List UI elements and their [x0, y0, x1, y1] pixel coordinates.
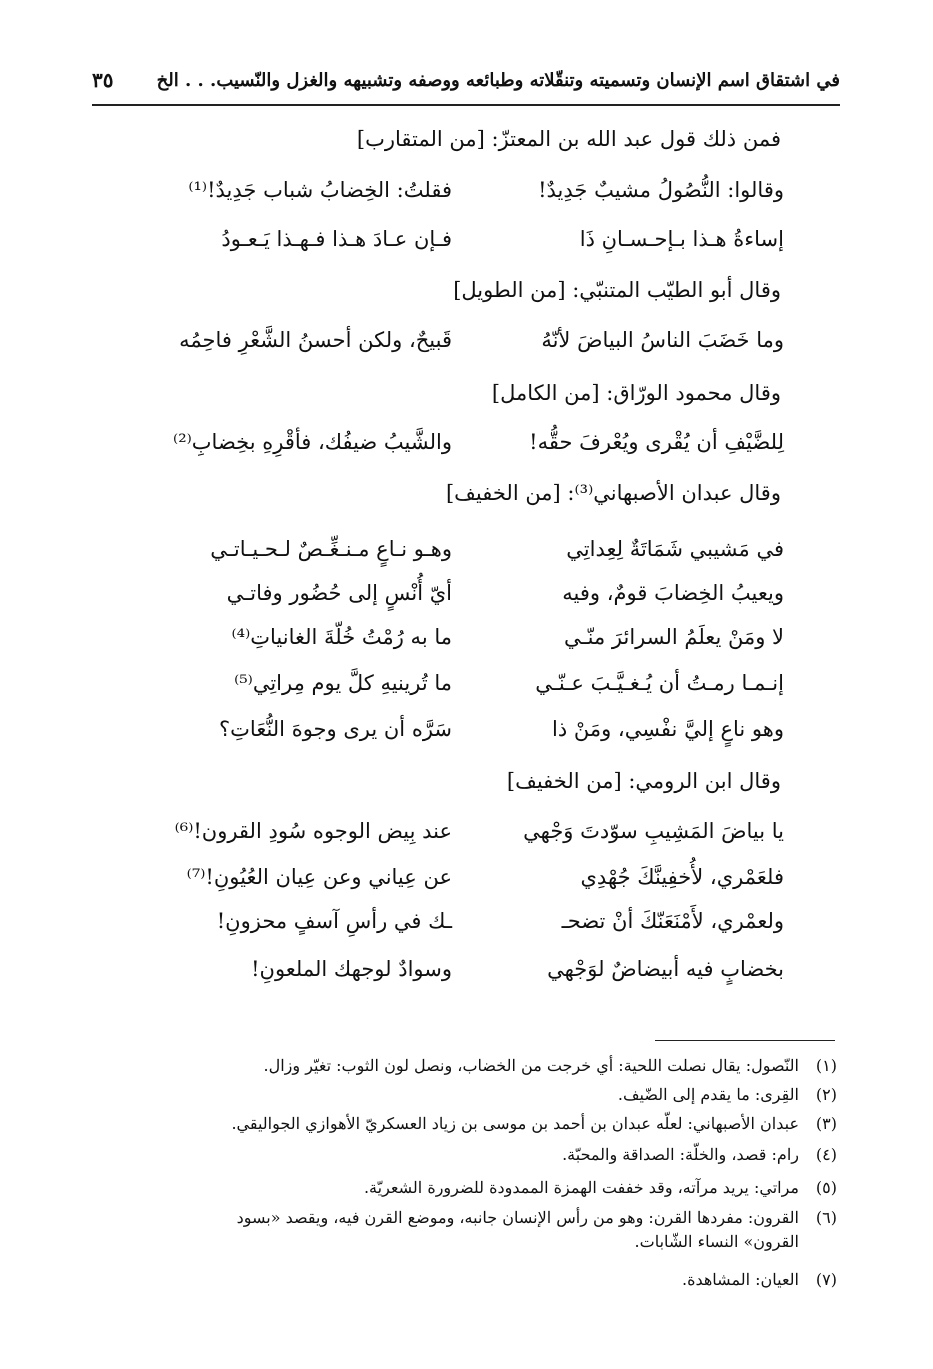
- running-header: [92, 64, 840, 104]
- running-head-title: في اشتقاق اسم الإنسان وتسميته وتنقّلاته وطبائعه ووصفه وتشبيهه والغزل والنّسيب. . . الخ: [156, 70, 840, 91]
- intro-line: وقال ابن الرومي: [من الخفيف]: [506, 769, 781, 793]
- footnote-number: (٣): [815, 1114, 837, 1133]
- verse-first-hemistich: ويعيبُ الخِضابَ قومٌ، وفيه: [562, 581, 784, 605]
- intro-line: فمن ذلك قول عبد الله بن المعتزّ: [من المتقارب]: [356, 127, 781, 151]
- footnote: [97, 1083, 837, 1107]
- verse-second-hemistich: ما تُرينيهِ كلَّ يوم مِراتِي⁽⁵⁾: [234, 671, 452, 695]
- footnote-number: (١): [815, 1056, 837, 1075]
- verse-second-hemistich: عند بِيض الوجوه سُودِ القرون!⁽⁶⁾: [174, 819, 452, 843]
- footnote: [97, 1143, 837, 1167]
- page-number: ٣٥: [92, 68, 114, 92]
- verse-first-hemistich: يا بياضَ المَشِيبِ سوّدتَ وَجْهي: [523, 819, 784, 843]
- footnote-text: مراتي: يريد مرآته، وقد خففت الهمزة الممدودة للضرورة الشعريّة.: [363, 1178, 799, 1197]
- footnote-text: القِرى: ما يقدم إلى الضّيف.: [617, 1085, 799, 1104]
- footnote-text: القرون: مفردها القرن: وهو من رأس الإنسان جانبه، وموضع القرن فيه، ويقصد «بسود: [236, 1208, 799, 1227]
- intro-line: وقال أبو الطيّب المتنبّي: [من الطويل]: [453, 278, 781, 302]
- footnote-number: (٧): [815, 1270, 837, 1289]
- verse-line: [152, 712, 784, 746]
- verse-line: [152, 173, 784, 207]
- verse-first-hemistich: وقالوا: النُّصُولُ مشيبٌ جَدِيدٌ!: [538, 178, 784, 202]
- verse-line: [152, 860, 784, 894]
- verse-first-hemistich: إنـمـا رمـتُ أن يُـغـيَّـبَ عـنّـي: [535, 671, 784, 695]
- verse-line: [152, 952, 784, 986]
- verse-first-hemistich: لِلضَّيْفِ أن يُقْرى ويُعْرفَ حقُّه!: [529, 430, 784, 454]
- footnote: [97, 1054, 837, 1078]
- footnote: [97, 1268, 837, 1292]
- footnote-text: عبدان الأصبهاني: لعلّه عبدان بن أحمد بن موسى بن زياد العسكريّ الأهوازي الجواليقي.: [231, 1114, 799, 1133]
- footnote-number: (٢): [815, 1085, 837, 1104]
- verse-first-hemistich: لا ومَنْ يعلَمُ السرائرَ منّـي: [563, 625, 784, 649]
- verse-second-hemistich: فقلتُ: الخِضابُ شباب جَدِيدٌ!⁽¹⁾: [188, 178, 452, 202]
- verse-line: [152, 620, 784, 654]
- verse-line: [152, 576, 784, 610]
- verse-first-hemistich: بخضابٍ فيه أبيضاضٌ لوَجْهي: [547, 957, 784, 981]
- header-rule: [92, 104, 840, 106]
- verse-first-hemistich: وما خَضَبَ الناسُ البياضَ لأنّهُ: [541, 328, 784, 352]
- footnote-number: (٤): [815, 1145, 837, 1164]
- footnote: [97, 1176, 837, 1200]
- intro-line: وقال عبدان الأصبهاني⁽³⁾: [من الخفيف]: [445, 481, 781, 505]
- footnote-continuation: القرون» النساء الشّابات.: [634, 1232, 799, 1251]
- verse-first-hemistich: فلعَمْري، لأُخفِينَّكَ جُهْدِي: [580, 865, 784, 889]
- verse-line: [152, 222, 784, 256]
- verse-first-hemistich: ولعمْري، لأَمْنَعَنّكَ أنْ تضحـ: [561, 909, 784, 933]
- verse-second-hemistich: والشَّيبُ ضيفُك، فأقْرِهِ بخِضابِ⁽²⁾: [173, 430, 452, 454]
- footnote-number: (٥): [815, 1178, 837, 1197]
- verse-second-hemistich: ما به رُمْتُ خُلّةَ الغانياتِ⁽⁴⁾: [231, 625, 452, 649]
- intro-line: وقال محمود الورّاق: [من الكامل]: [491, 381, 781, 405]
- verse-line: [152, 323, 784, 357]
- footnote-text: النّصول: يقال نصلت اللحية: أي خرجت من الخضاب، ونصل لون الثوب: تغيّر وزال.: [263, 1056, 799, 1075]
- verse-second-hemistich: عن عِياني وعن عِيان العُيُونِ!⁽⁷⁾: [186, 865, 452, 889]
- verse-second-hemistich: فـإن عـادَ هـذا فـهـذا يَـعـودُ: [221, 227, 452, 251]
- verse-second-hemistich: وسوادٌ لوجهك الملعونِ!: [251, 957, 452, 981]
- verse-second-hemistich: قَبيحٌ، ولكن أحسنُ الشَّعْرِ فاحِمُه: [179, 328, 452, 352]
- verse-line: [152, 532, 784, 566]
- verse-second-hemistich: وهـو نـاعٍ مـنـغِّـصٌ لـحـيـاتـي: [210, 537, 452, 561]
- verse-line: [152, 666, 784, 700]
- footnote-text: العيان: المشاهدة.: [682, 1270, 799, 1289]
- verse-first-hemistich: إساءةُ هـذا بـإحـسـانِ ذَا: [579, 227, 784, 251]
- verse-line: [152, 904, 784, 938]
- footnote-text: رام: قصد، والخلّة: الصداقة والمحبّة.: [562, 1145, 799, 1164]
- footnote: [97, 1206, 837, 1254]
- footnote: [97, 1112, 837, 1136]
- verse-first-hemistich: في مَشيبي شَمَاتَةٌ لِعِداتِي: [566, 537, 784, 561]
- verse-line: [152, 425, 784, 459]
- footnote-number: (٦): [815, 1208, 837, 1227]
- verse-first-hemistich: وهو ناعٍ إليَّ نفْسِي، ومَنْ ذا: [552, 717, 784, 741]
- verse-second-hemistich: أيّ أُنْسٍ إلى حُضُور وفاتـي: [226, 581, 452, 605]
- footnote-rule: [655, 1040, 835, 1041]
- verse-second-hemistich: سَرَّه أن يرى وجوهَ النُّعَاتِ؟: [219, 717, 452, 741]
- verse-second-hemistich: ـك في رأسِ آسفٍ محزونِ!: [216, 909, 452, 933]
- verse-line: [152, 814, 784, 848]
